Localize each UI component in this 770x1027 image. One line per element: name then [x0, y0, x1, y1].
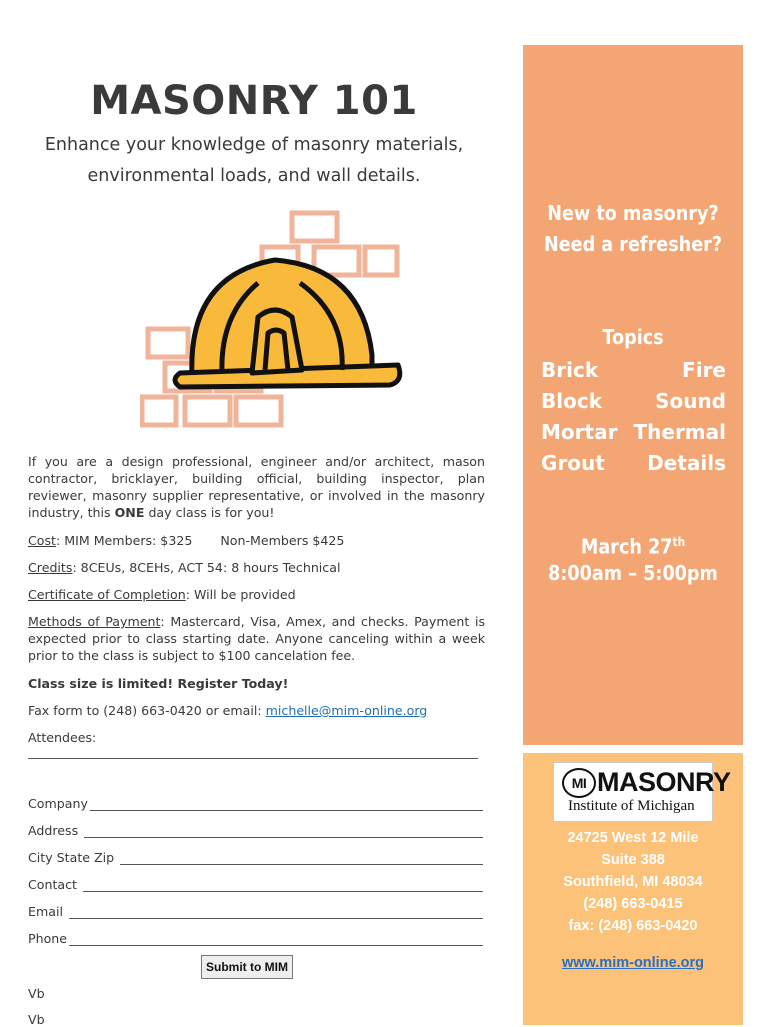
topic-row — [541, 417, 726, 448]
contact-row — [28, 876, 483, 892]
city-row — [28, 849, 483, 865]
credits-label: Credits — [28, 560, 73, 575]
topic-row — [541, 386, 726, 417]
sidebar-question-2: Need a refresher? — [543, 232, 723, 256]
email-link[interactable]: michelle@mim-online.org — [265, 703, 428, 718]
phone-label: Phone — [28, 931, 68, 946]
topic-item: Mortar — [541, 420, 618, 444]
certificate-line — [28, 586, 485, 603]
hardhat-icon — [175, 260, 400, 387]
submit-button[interactable]: Submit to MIM — [201, 955, 293, 979]
logo-mark-icon: MI — [562, 768, 596, 798]
topic-item: Sound — [655, 389, 726, 413]
logo-text: MASONRY — [597, 767, 731, 797]
org-address-2: Suite 388 — [601, 852, 665, 868]
credits-line — [28, 559, 485, 576]
topic-row — [541, 355, 726, 386]
event-date-main: March 27 — [580, 534, 673, 559]
cost-line — [28, 532, 485, 549]
org-phone: (248) 663-0415 — [583, 896, 683, 912]
contact-field[interactable] — [83, 879, 483, 892]
event-time: 8:00am – 5:00pm — [548, 561, 718, 585]
logo-main — [562, 767, 731, 798]
email-label: Email — [28, 904, 63, 919]
topic-item: Details — [647, 451, 726, 475]
company-row — [28, 795, 483, 811]
address-field[interactable] — [84, 825, 483, 838]
topics-list — [541, 355, 726, 479]
footer-text-2: Vb — [28, 1012, 45, 1027]
contact-label: Contact — [28, 877, 77, 892]
cost-non-members: Non-Members $425 — [220, 533, 345, 548]
intro-emphasis: ONE — [114, 505, 145, 520]
event-date-suffix: th — [672, 535, 686, 549]
topic-item: Grout — [541, 451, 605, 475]
address-label: Address — [28, 823, 79, 838]
footer-text-1: Vb — [28, 986, 45, 1001]
certificate-value: : Will be provided — [185, 587, 296, 602]
phone-row — [28, 930, 483, 946]
payment-paragraph — [28, 613, 485, 664]
cost-members: : MIM Members: $325 — [56, 533, 193, 548]
attendees-label: Attendees: — [28, 730, 97, 745]
page-subtitle — [0, 130, 508, 192]
payment-label: Methods of Payment — [28, 614, 161, 629]
org-fax: fax: (248) 663-0420 — [568, 918, 698, 934]
page-title: MASONRY 101 — [90, 78, 418, 124]
fax-prefix: Fax form to (248) 663-0420 or email: — [28, 703, 266, 718]
city-label: City State Zip — [28, 850, 115, 865]
attendees-field[interactable] — [28, 758, 478, 759]
intro-text-end: day class is for you! — [144, 505, 275, 520]
company-field[interactable] — [90, 798, 483, 811]
payment-value: : Mastercard, Visa, Amex, and checks. Payment is expected prior to class starting date. Anyone canceling within a week prior to the class is subject to $100 cancelation fee. — [28, 614, 486, 663]
subtitle-line-2: environmental loads, and wall details. — [87, 166, 421, 186]
credits-value: : 8CEUs, 8CEHs, ACT 54: 8 hours Technical — [72, 560, 341, 575]
email-row — [28, 903, 483, 919]
logo-subtitle: Institute of Michigan — [568, 798, 695, 814]
cost-label: Cost — [28, 533, 56, 548]
org-address-3: Southfield, MI 48034 — [563, 874, 703, 890]
sidebar-question-1: New to masonry? — [547, 201, 719, 225]
company-label: Company — [28, 796, 88, 811]
topic-item: Thermal — [633, 420, 726, 444]
mim-logo — [553, 762, 731, 822]
fax-line — [28, 702, 485, 719]
subtitle-line-1: Enhance your knowledge of masonry materials, — [44, 135, 464, 155]
website-link[interactable]: www.mim-online.org — [561, 955, 705, 971]
city-field[interactable] — [120, 852, 483, 865]
topic-item: Brick — [541, 358, 599, 382]
hardhat-bricks-illustration — [140, 205, 410, 445]
topic-item: Fire — [682, 358, 726, 382]
intro-paragraph — [28, 453, 485, 521]
org-address-1: 24725 West 12 Mile — [567, 830, 699, 846]
phone-field[interactable] — [69, 933, 483, 946]
register-cta: Class size is limited! Register Today! — [28, 676, 289, 691]
intro-text: If you are a design professional, engineer and/or architect, mason contractor, bricklayer, building official, building inspector, plan reviewer, masonry supplier representative, or involved in the masonry industry, this — [28, 454, 485, 520]
topic-row — [541, 448, 726, 479]
email-field[interactable] — [69, 906, 483, 919]
topics-heading: Topics — [602, 325, 664, 349]
certificate-label: Certificate of Completion — [28, 587, 186, 602]
address-row — [28, 822, 483, 838]
topic-item: Block — [541, 389, 602, 413]
